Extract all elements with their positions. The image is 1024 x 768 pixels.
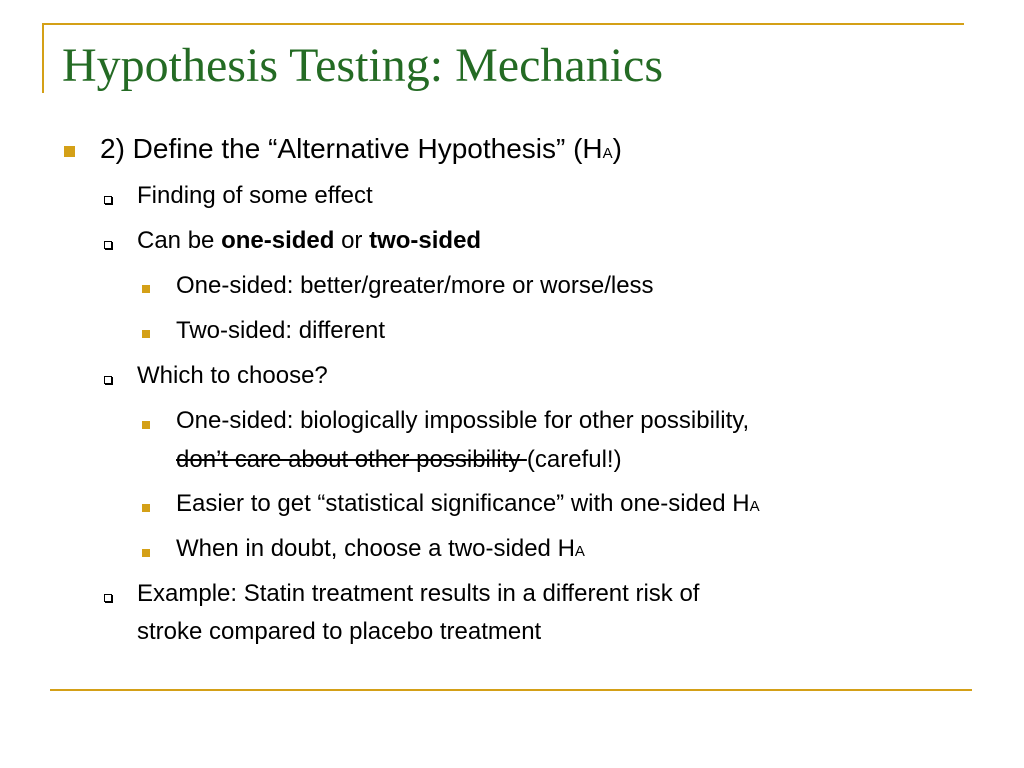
bullet-two-sided-desc: Two-sided: different — [176, 317, 386, 344]
main-bullet — [100, 133, 622, 165]
bullet-easier — [176, 490, 760, 518]
square-bullet-icon — [64, 146, 75, 157]
can-be-prefix: Can be — [137, 227, 222, 254]
title-frame-left-line — [42, 23, 44, 93]
square-bullet-icon — [142, 504, 150, 512]
bottom-divider — [50, 689, 972, 691]
doubt-text: When in doubt, choose a two-sided H — [176, 535, 575, 562]
hollow-square-bullet-icon — [104, 241, 112, 249]
bullet-bio-line2 — [176, 446, 622, 474]
square-bullet-icon — [142, 421, 150, 429]
hollow-square-bullet-icon — [104, 594, 112, 602]
bullet-finding: Finding of some effect — [137, 182, 373, 209]
struck-text: don’t care about other possibility — [176, 446, 527, 473]
title-frame-top-line — [42, 23, 964, 25]
careful-text: (careful!) — [526, 446, 622, 473]
easier-text: Easier to get “statistical significance” with one-sided H — [176, 490, 750, 517]
hollow-square-bullet-icon — [104, 196, 112, 204]
subscript-a: A — [749, 498, 760, 515]
subscript-a: A — [574, 543, 585, 560]
hollow-square-bullet-icon — [104, 376, 112, 384]
one-sided-bold: one-sided — [221, 227, 335, 254]
bullet-example-line1: Example: Statin treatment results in a different risk of — [137, 580, 700, 607]
main-bullet-tail: ) — [612, 133, 622, 164]
square-bullet-icon — [142, 330, 150, 338]
square-bullet-icon — [142, 549, 150, 557]
can-be-or: or — [334, 227, 370, 254]
square-bullet-icon — [142, 285, 150, 293]
bullet-can-be — [137, 227, 481, 255]
main-bullet-text: 2) Define the “Alternative Hypothesis” (H — [100, 133, 603, 164]
bullet-doubt — [176, 535, 585, 563]
slide-title: Hypothesis Testing: Mechanics — [62, 39, 664, 92]
bullet-one-sided-desc: One-sided: better/greater/more or worse/less — [176, 272, 654, 299]
bullet-bio-line1: One-sided: biologically impossible for other possibility, — [176, 407, 750, 434]
subscript-a: A — [602, 145, 613, 162]
bullet-example-line2: stroke compared to placebo treatment — [137, 618, 542, 645]
two-sided-bold: two-sided — [369, 227, 482, 254]
bullet-which: Which to choose? — [137, 362, 328, 389]
